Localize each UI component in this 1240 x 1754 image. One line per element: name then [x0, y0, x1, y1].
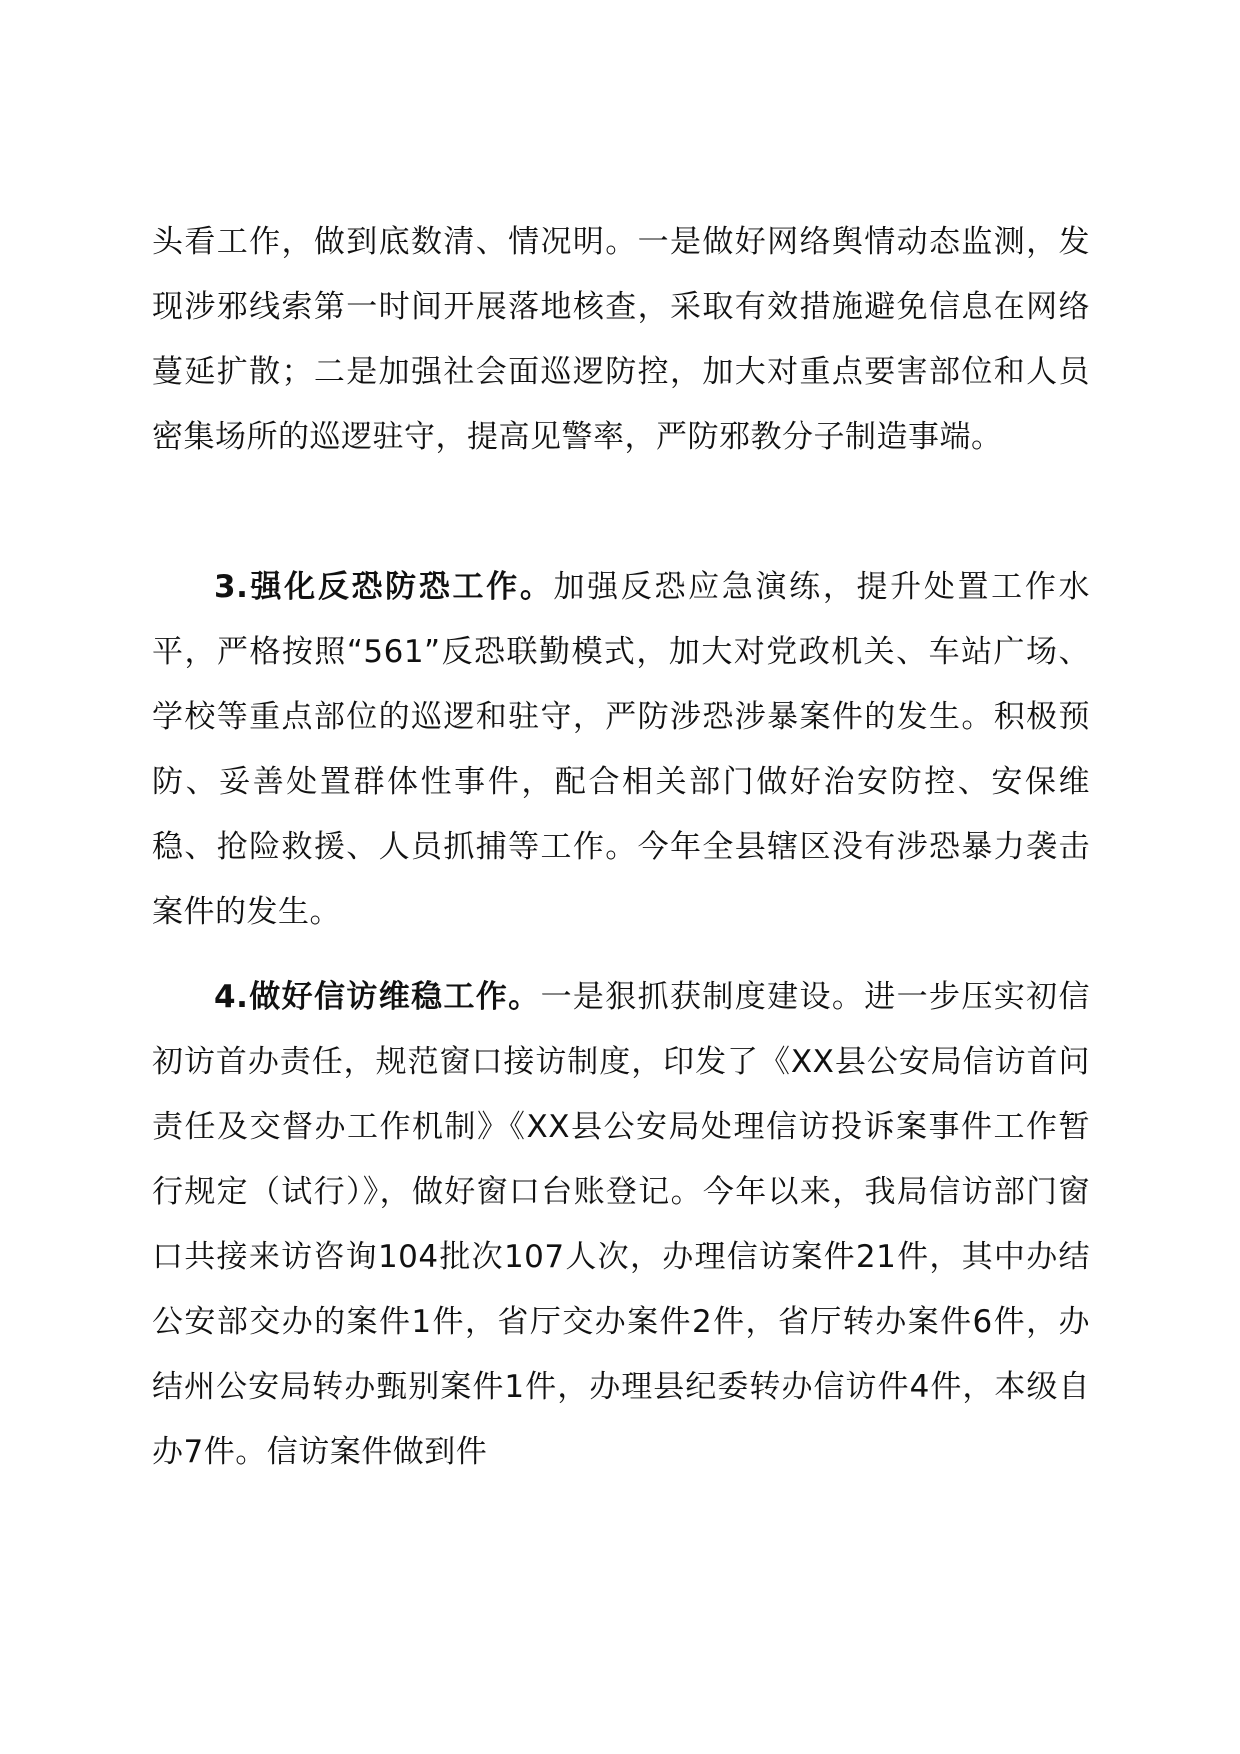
- paragraph-body: 一是狠抓获制度建设。进一步压实初信初访首办责任，规范窗口接访制度，印发了《XX县公安局信访首问责任及交督办工作机制》《XX县公安局处理信访投诉案事件工作暂行规定（试行）》，做好窗口台账登记。今年以来，我局信访部门窗口共接来访咨询104批次107人次，办理信访案件21件，其中办结公安部交办的案件1件，省厅交办案件2件，省厅转办案件6件，办结州公安局转办甄别案件1件，办理县纪委转办信访件4件，本级自办7件。信访案件做到件: [152, 979, 1090, 1470]
- paragraph-body: 头看工作，做到底数清、情况明。一是做好网络舆情动态监测，发现涉邪线索第一时间开展落地核查，采取有效措施避免信息在网络蔓延扩散；二是加强社会面巡逻防控，加大对重点要害部位和人员密集场所的巡逻驻守，提高见警率，严防邪教分子制造事端。: [152, 224, 1090, 455]
- section-heading: 4.做好信访维稳工作。: [214, 979, 541, 1015]
- paragraph-counter-terrorism: [152, 555, 1090, 945]
- paragraph-continuation: [152, 210, 1090, 470]
- paragraph-petition-stability: [152, 965, 1090, 1485]
- section-heading: 3.强化反恐防恐工作。: [214, 569, 554, 605]
- paragraph-body: 加强反恐应急演练，提升处置工作水平，严格按照“561”反恐联勤模式，加大对党政机关、车站广场、学校等重点部位的巡逻和驻守，严防涉恐涉暴案件的发生。积极预防、妥善处置群体性事件，配合相关部门做好治安防控、安保维稳、抢险救援、人员抓捕等工作。今年全县辖区没有涉恐暴力袭击案件的发生。: [152, 569, 1090, 930]
